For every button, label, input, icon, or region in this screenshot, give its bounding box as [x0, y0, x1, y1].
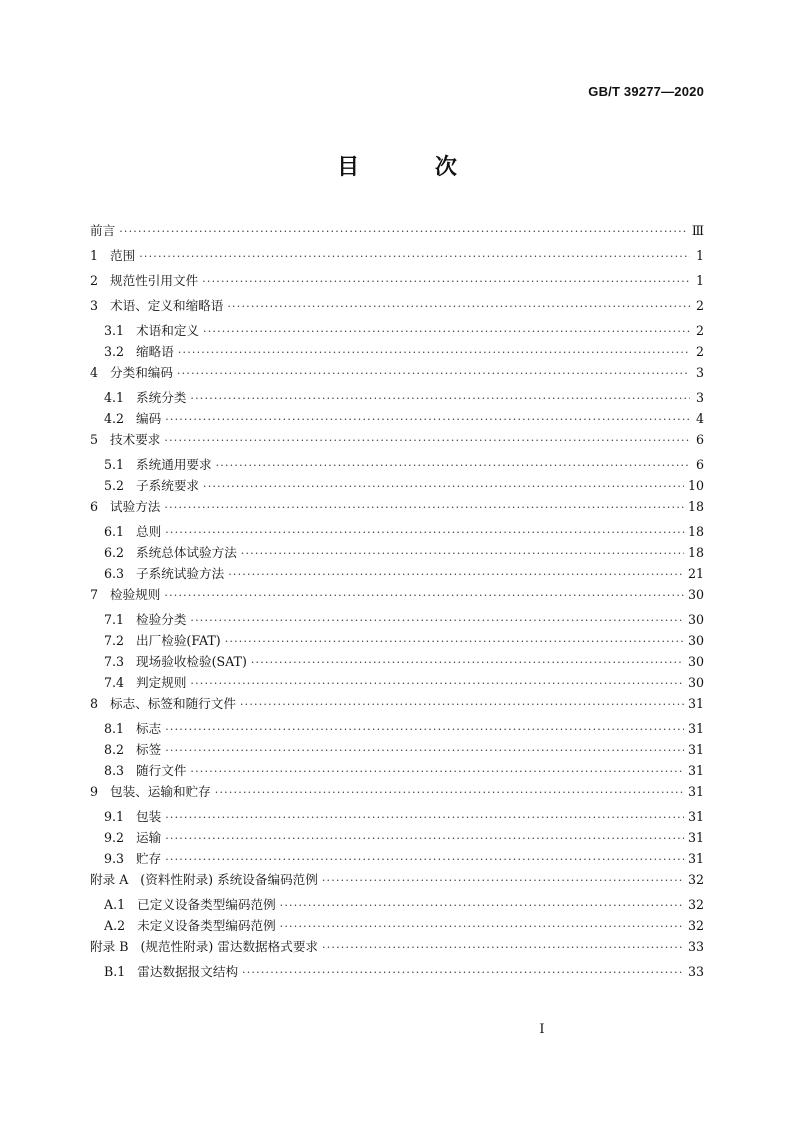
- dot-leader: [242, 966, 684, 979]
- toc-entry-page: 4: [695, 411, 704, 426]
- toc-entry-page: 6: [695, 457, 704, 472]
- dot-leader: [241, 547, 684, 560]
- toc-entry-number: 3: [90, 298, 99, 313]
- toc-entry-page: 3: [695, 390, 704, 405]
- toc-entry-number: A.2: [104, 918, 126, 933]
- toc-entry-label: 术语和定义: [136, 323, 199, 338]
- dot-leader: [203, 325, 690, 338]
- toc-entry-label: 随行文件: [136, 763, 187, 778]
- toc-entry[interactable]: [90, 475, 704, 496]
- dot-leader: [216, 459, 690, 472]
- toc-entry-page: 18: [687, 524, 704, 539]
- standard-code: GB/T 39277—2020: [588, 84, 704, 99]
- toc-entry-number: 4.1: [104, 390, 125, 405]
- dot-leader: [177, 367, 690, 380]
- toc-entry-label: 现场验收检验(SAT): [136, 654, 247, 669]
- page-number: I: [539, 1022, 545, 1037]
- toc-entry-number: 5: [90, 432, 99, 447]
- toc-entry-label: (资料性附录) 系统设备编码范例: [140, 872, 318, 887]
- table-of-contents: [90, 220, 704, 982]
- toc-entry-label: 范围: [110, 248, 136, 263]
- toc-entry[interactable]: [90, 760, 704, 781]
- toc-entry[interactable]: [90, 693, 704, 718]
- toc-entry-number: 1: [90, 248, 99, 263]
- toc-entry-page: 21: [687, 566, 704, 581]
- toc-entry-label: 分类和编码: [110, 365, 173, 380]
- dot-leader: [165, 853, 684, 866]
- toc-entry-label: 检验规则: [110, 587, 161, 602]
- dot-leader: [228, 568, 684, 581]
- toc-entry-page: 2: [695, 298, 704, 313]
- toc-entry-page: 3: [695, 365, 704, 380]
- toc-entry-page: 10: [687, 478, 704, 493]
- dot-leader: [190, 614, 684, 627]
- toc-entry-number: 9: [90, 784, 99, 799]
- toc-entry-label: 运输: [136, 830, 162, 845]
- toc-entry-label: 子系统试验方法: [136, 566, 225, 581]
- toc-entry-page: 31: [687, 696, 704, 711]
- dot-leader: [165, 744, 684, 757]
- toc-entry-number: 6.1: [104, 524, 125, 539]
- toc-entry-number: 5.1: [104, 457, 125, 472]
- toc-entry-number: 7.2: [104, 633, 125, 648]
- toc-entry-number: 9.3: [104, 851, 125, 866]
- toc-entry-page: 31: [687, 809, 704, 824]
- toc-entry-page: 1: [695, 248, 704, 263]
- toc-entry-page: 33: [687, 939, 704, 954]
- toc-entry[interactable]: [90, 563, 704, 584]
- toc-entry-number: 3.1: [104, 323, 125, 338]
- toc-entry-number: 8.3: [104, 763, 125, 778]
- toc-entry-number: 6.3: [104, 566, 125, 581]
- toc-entry[interactable]: [90, 295, 704, 320]
- toc-entry-page: 1: [695, 273, 704, 288]
- toc-entry-label: 未定义设备类型编码范例: [137, 918, 276, 933]
- toc-entry-number: 6: [90, 499, 99, 514]
- toc-entry-number: 8.1: [104, 721, 125, 736]
- dot-leader: [165, 526, 684, 539]
- toc-entry[interactable]: [90, 341, 704, 362]
- toc-entry-label: 编码: [136, 411, 162, 426]
- toc-entry-page: 30: [687, 633, 704, 648]
- toc-entry-label: 技术要求: [110, 432, 161, 447]
- dot-leader: [139, 250, 690, 263]
- dot-leader: [190, 765, 684, 778]
- toc-entry-label: 已定义设备类型编码范例: [137, 897, 276, 912]
- toc-entry[interactable]: [90, 609, 704, 630]
- toc-entry[interactable]: [90, 408, 704, 429]
- toc-entry-label: 术语、定义和缩略语: [110, 298, 224, 313]
- toc-entry-label: 子系统要求: [136, 478, 199, 493]
- toc-entry-page: Ⅲ: [691, 223, 704, 238]
- toc-entry-label: 缩略语: [136, 344, 174, 359]
- toc-entry-page: 30: [687, 587, 704, 602]
- toc-entry-page: 6: [695, 432, 704, 447]
- toc-entry-label: 系统通用要求: [136, 457, 212, 472]
- toc-entry-page: 31: [687, 742, 704, 757]
- dot-leader: [227, 300, 690, 313]
- toc-entry[interactable]: [90, 429, 704, 454]
- toc-entry-label: 标志、标签和随行文件: [110, 696, 236, 711]
- toc-entry-label: 总则: [136, 524, 162, 539]
- toc-entry[interactable]: [90, 869, 704, 894]
- toc-entry-number: 9.2: [104, 830, 125, 845]
- toc-entry-page: 32: [687, 897, 704, 912]
- toc-entry-label: 判定规则: [136, 675, 187, 690]
- toc-entry-number: 8: [90, 696, 99, 711]
- dot-leader: [322, 874, 684, 887]
- toc-entry[interactable]: [90, 718, 704, 739]
- dot-leader: [119, 225, 688, 238]
- toc-entry[interactable]: [90, 739, 704, 760]
- toc-entry-page: 18: [687, 545, 704, 560]
- toc-entry[interactable]: [90, 270, 704, 295]
- toc-entry-label: (规范性附录) 雷达数据格式要求: [140, 939, 319, 954]
- toc-entry-number: 附录 B: [90, 939, 129, 954]
- toc-entry-page: 32: [687, 918, 704, 933]
- toc-entry[interactable]: [90, 362, 704, 387]
- toc-entry-number: 6.2: [104, 545, 125, 560]
- dot-leader: [322, 941, 684, 954]
- toc-entry-number: 3.2: [104, 344, 125, 359]
- toc-entry-number: B.1: [104, 964, 126, 979]
- toc-entry-page: 30: [687, 654, 704, 669]
- toc-entry[interactable]: [90, 806, 704, 827]
- toc-entry[interactable]: [90, 320, 704, 341]
- toc-entry[interactable]: [90, 630, 704, 651]
- toc-entry-number: 9.1: [104, 809, 125, 824]
- toc-entry-label: 标签: [136, 742, 162, 757]
- toc-entry-label: 雷达数据报文结构: [137, 964, 239, 979]
- toc-entry-page: 30: [687, 675, 704, 690]
- toc-entry-number: 4.2: [104, 411, 125, 426]
- dot-leader: [178, 346, 690, 359]
- toc-entry-label: 贮存: [136, 851, 162, 866]
- toc-entry-label: 出厂检验(FAT): [136, 633, 221, 648]
- dot-leader: [280, 920, 684, 933]
- toc-entry-label: 试验方法: [110, 499, 161, 514]
- toc-entry-number: 7.3: [104, 654, 125, 669]
- toc-entry-number: A.1: [104, 897, 126, 912]
- dot-leader: [165, 413, 690, 426]
- toc-entry-label: 系统总体试验方法: [136, 545, 237, 560]
- toc-entry[interactable]: [90, 496, 704, 521]
- toc-entry[interactable]: [90, 542, 704, 563]
- dot-leader: [202, 275, 690, 288]
- page-title: 目 次: [337, 154, 491, 180]
- toc-entry-label: 规范性引用文件: [110, 273, 199, 288]
- toc-entry[interactable]: [90, 672, 704, 693]
- dot-leader: [164, 589, 684, 602]
- toc-entry[interactable]: [90, 781, 704, 806]
- dot-leader: [215, 786, 684, 799]
- toc-entry[interactable]: [90, 245, 704, 270]
- dot-leader: [280, 899, 684, 912]
- toc-entry-number: 8.2: [104, 742, 125, 757]
- toc-entry[interactable]: [90, 454, 704, 475]
- toc-entry-number: 5.2: [104, 478, 125, 493]
- toc-entry-page: 33: [687, 964, 704, 979]
- dot-leader: [164, 434, 690, 447]
- toc-entry-number: 7.4: [104, 675, 125, 690]
- toc-entry[interactable]: [90, 936, 704, 961]
- toc-entry[interactable]: [90, 387, 704, 408]
- toc-entry-label: 前言: [90, 223, 116, 238]
- toc-entry-page: 30: [687, 612, 704, 627]
- dot-leader: [165, 811, 684, 824]
- toc-entry-page: 32: [687, 872, 704, 887]
- toc-entry-number: 7: [90, 587, 99, 602]
- toc-entry[interactable]: [90, 584, 704, 609]
- toc-entry[interactable]: [90, 961, 704, 982]
- toc-entry-label: 包装、运输和贮存: [110, 784, 211, 799]
- dot-leader: [190, 677, 684, 690]
- dot-leader: [165, 723, 684, 736]
- dot-leader: [225, 635, 684, 648]
- toc-entry[interactable]: [90, 521, 704, 542]
- toc-entry[interactable]: [90, 848, 704, 869]
- toc-entry-page: 31: [687, 784, 704, 799]
- toc-entry-label: 包装: [136, 809, 162, 824]
- toc-entry-number: 7.1: [104, 612, 125, 627]
- toc-entry-page: 2: [695, 344, 704, 359]
- dot-leader: [190, 392, 690, 405]
- toc-entry[interactable]: [90, 651, 704, 672]
- toc-entry[interactable]: [90, 915, 704, 936]
- toc-entry-page: 31: [687, 763, 704, 778]
- toc-entry-page: 31: [687, 830, 704, 845]
- toc-entry-label: 系统分类: [136, 390, 187, 405]
- toc-entry-page: 18: [687, 499, 704, 514]
- dot-leader: [165, 832, 684, 845]
- toc-entry[interactable]: [90, 827, 704, 848]
- toc-entry-label: 检验分类: [136, 612, 187, 627]
- toc-entry[interactable]: [90, 894, 704, 915]
- dot-leader: [251, 656, 684, 669]
- toc-entry-number: 附录 A: [90, 872, 129, 887]
- toc-entry-page: 31: [687, 721, 704, 736]
- toc-entry-number: 2: [90, 273, 99, 288]
- toc-entry-page: 2: [695, 323, 704, 338]
- dot-leader: [240, 698, 684, 711]
- toc-entry-page: 31: [687, 851, 704, 866]
- dot-leader: [164, 501, 684, 514]
- toc-entry-label: 标志: [136, 721, 162, 736]
- toc-entry[interactable]: [90, 220, 704, 245]
- dot-leader: [203, 480, 684, 493]
- toc-entry-number: 4: [90, 365, 99, 380]
